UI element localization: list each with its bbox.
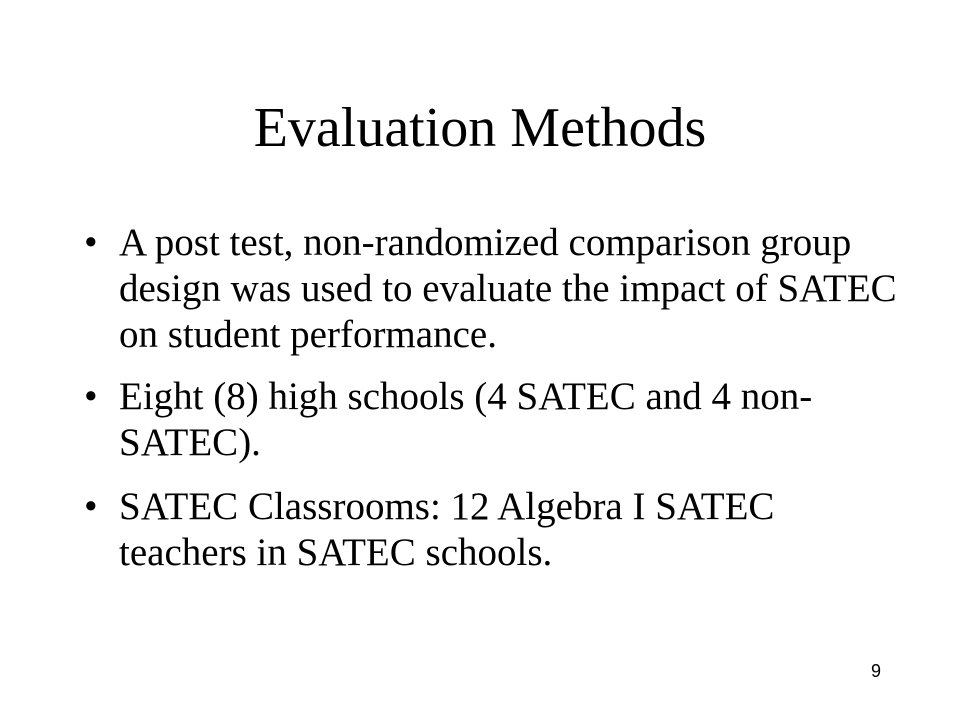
bullet-text: SATEC Classrooms: 12 Algebra I SATEC teachers in SATEC schools. xyxy=(119,485,775,574)
bullet-item xyxy=(84,484,904,576)
slide-title: Evaluation Methods xyxy=(253,97,707,159)
bullet-item xyxy=(84,374,904,466)
bullet-text: A post test, non-randomized comparison group design was used to evaluate the impact of SATEC on student performance. xyxy=(119,221,897,356)
bullet-point-icon xyxy=(84,220,114,266)
bullet-point-icon xyxy=(84,484,114,530)
bullet-text: Eight (8) high schools (4 SATEC and 4 non-SATEC). xyxy=(119,375,813,464)
slide-number: 9 xyxy=(870,661,881,681)
bullet-point-icon xyxy=(84,374,114,420)
bullet-list xyxy=(84,220,904,592)
bullet-item xyxy=(84,220,904,358)
